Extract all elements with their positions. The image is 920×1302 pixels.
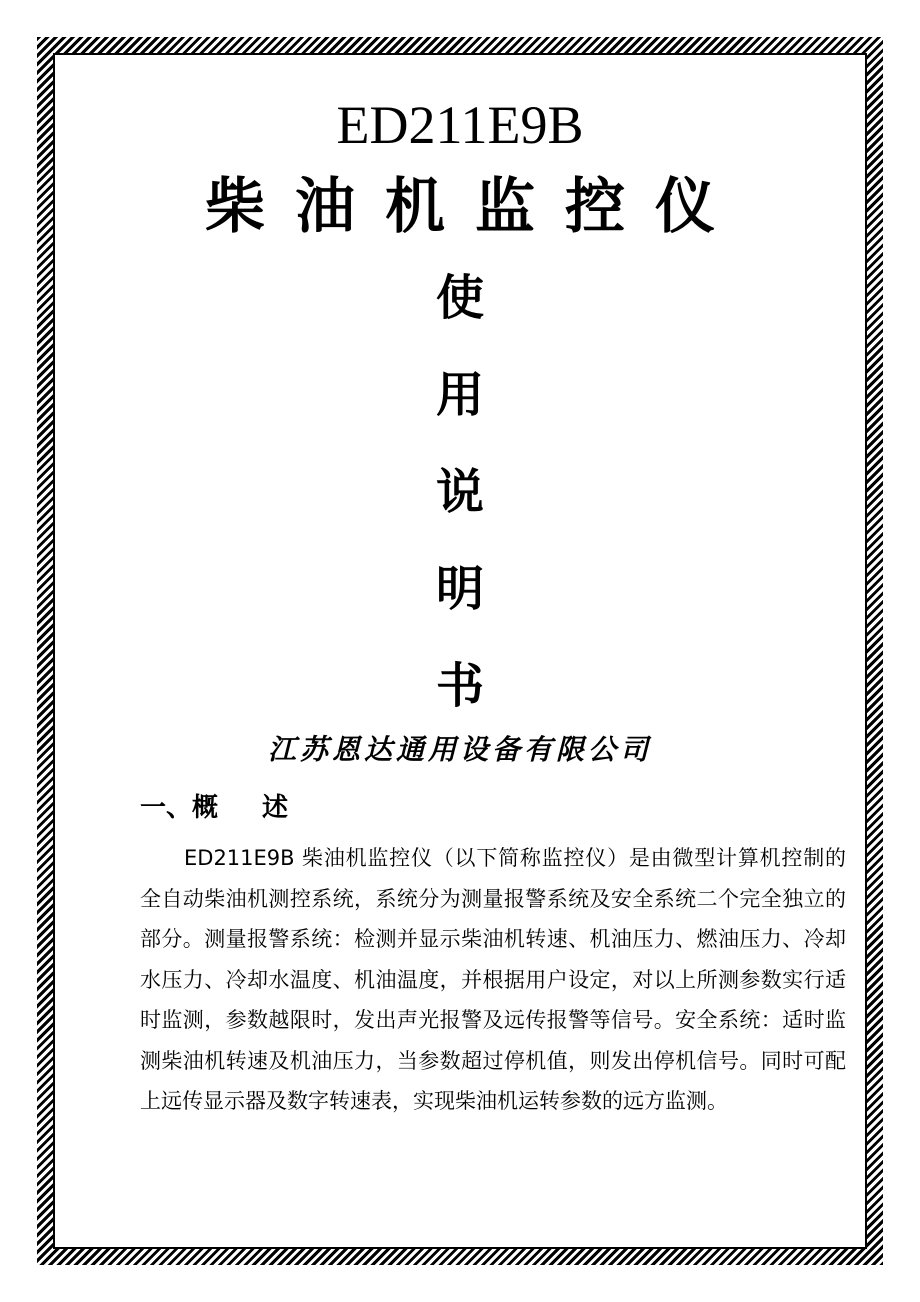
manual-title-char: 用 xyxy=(435,367,484,423)
model-number: ED211E9B xyxy=(336,95,584,155)
section-number: 一、 xyxy=(140,793,193,823)
manual-title-char: 明 xyxy=(435,561,484,617)
manual-title-char: 说 xyxy=(435,464,484,520)
manual-title-char: 使 xyxy=(435,270,484,326)
manual-title-char: 书 xyxy=(435,658,484,714)
section-title-part: 述 xyxy=(262,793,289,823)
section-title-part: 概 xyxy=(192,793,219,823)
overview-paragraph: ED211E9B 柴油机监控仪（以下简称监控仪）是由微型计算机控制的全自动柴油机测控系统，系统分为测量报警系统及安全系统二个完全独立的部分。测量报警系统：检测并显示柴油机转速、机油压力、燃油压力、冷却水压力、冷却水温度、机油温度，并根据用户设定，对以上所测参数实行适时监测，参数越限时，发出声光报警及远传报警等信号。安全系统：适时监测柴油机转速及机油压力，当参数超过停机值，则发出停机信号。同时可配上远传显示器及数字转速表，实现柴油机运转参数的远方监测。 xyxy=(140,846,846,1113)
product-name: 柴油机监控仪 xyxy=(205,172,745,242)
section-heading xyxy=(140,788,288,828)
company-name: 江苏恩达通用设备有限公司 xyxy=(267,733,652,766)
